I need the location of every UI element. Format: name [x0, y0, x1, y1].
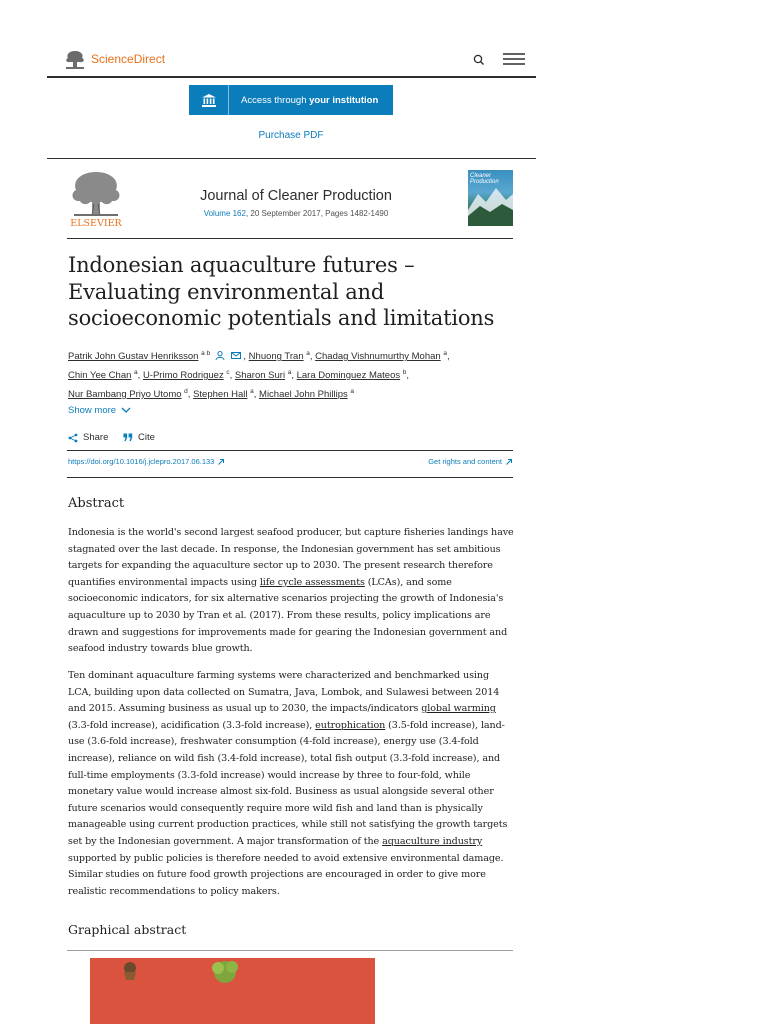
quote-icon	[123, 433, 133, 442]
show-more-button[interactable]: Show more	[68, 405, 131, 416]
divider	[67, 450, 513, 451]
divider	[67, 950, 513, 951]
eutrophication-link[interactable]: eutrophication	[315, 719, 386, 731]
author-link[interactable]: Nhuong Tran	[248, 351, 304, 362]
sciencedirect-logo[interactable]	[63, 48, 165, 70]
global-warming-link[interactable]: global warming	[421, 703, 496, 715]
abstract-paragraph-1: Indonesia is the world's second largest seafood producer, but capture fisheries landings have stagnated over the last decade. In response, the Indonesian government has set ambitious targets for expanding the aquaculture sector up to 2030. The present research therefore quantifies environmental impacts using life cycle assessments (LCAs), and some socioeconomic indicators, for six alternative scenarios projecting the growth of Indonesia's aquaculture up to 2030 by Tran et al. (2017). From these results, policy implications are drawn and suggestions for improvements made for gearing the Indonesian government and seafood industry towards blue growth.	[68, 527, 514, 655]
brand-name: ScienceDirect	[91, 52, 166, 66]
purchase-pdf-link[interactable]: Purchase PDF	[258, 130, 324, 141]
author-list: Patrik John Gustav Henriksson $^{a b}$ , Nhuong Tran $^a$, Chadag Vishnumurthy Mohan $^a$, Chin Yee Chan $^a$, U-Primo Rodriguez $^c$, Sharon Suri $^a$, Lara Dominguez Mateos $^b$, Nur Bambang Priyo Utomo $^d$, Stephen Hall $^a$, Michael John Phillips $^a$	[68, 350, 450, 400]
get-rights-link[interactable]: Get rights and content	[428, 457, 513, 466]
aquaculture-industry-link[interactable]: aquaculture industry	[382, 835, 483, 847]
top-navigation-bar	[47, 44, 536, 78]
journal-volume-info: Volume 162, 20 September 2017, Pages 1482-1490	[203, 209, 389, 218]
publisher-name: ELSEVIER	[70, 218, 122, 228]
hamburger-menu-icon[interactable]	[503, 53, 525, 65]
access-label: Access through your institution	[241, 94, 379, 106]
graphical-abstract-image[interactable]	[90, 958, 375, 1024]
divider	[47, 158, 536, 159]
divider	[67, 477, 513, 478]
article-title: Indonesian aquaculture futures – Evaluating environmental and socioeconomic potentials and limitations	[68, 253, 495, 330]
lca-link[interactable]: life cycle assessments	[259, 576, 365, 588]
author-link[interactable]: Lara Dominguez Mateos	[296, 370, 401, 381]
author-link[interactable]: Michael John Phillips	[259, 389, 348, 400]
author-link[interactable]: Nur Bambang Priyo Utomo	[68, 389, 182, 400]
institution-icon	[189, 85, 229, 115]
external-link-icon	[217, 458, 225, 466]
share-icon	[68, 433, 78, 443]
volume-link[interactable]: Volume 162	[203, 209, 246, 218]
journal-cover-image[interactable]	[468, 170, 513, 226]
chevron-down-icon	[121, 407, 131, 414]
share-button[interactable]: Share	[68, 432, 108, 443]
doi-link[interactable]: https://doi.org/10.1016/j.jclepro.2017.06.133	[68, 457, 225, 466]
email-icon[interactable]	[231, 351, 241, 360]
journal-title[interactable]: Journal of Cleaner Production	[200, 188, 392, 204]
author-link[interactable]: Patrik John Gustav Henriksson	[68, 351, 199, 362]
author-link[interactable]: Sharon Suri	[234, 370, 286, 381]
external-link-icon	[505, 458, 513, 466]
search-icon[interactable]	[472, 53, 486, 67]
graphical-abstract-heading: Graphical abstract	[68, 922, 187, 937]
access-through-institution-button[interactable]	[189, 85, 393, 115]
cover-title: Cleaner Production	[470, 173, 499, 185]
author-link[interactable]: Chin Yee Chan	[68, 370, 132, 381]
abstract-heading: Abstract	[68, 496, 125, 511]
author-link[interactable]: Stephen Hall	[193, 389, 248, 400]
author-link[interactable]: Chadag Vishnumurthy Mohan	[315, 351, 441, 362]
person-icon[interactable]	[215, 351, 225, 360]
abstract-paragraph-2: Ten dominant aquaculture farming systems were characterized and benchmarked using LCA, building upon data collected on Sumatra, Java, Lombok, and Sulawesi between 2014 and 2015. Assuming business as usual up to 2030, the impacts/indicators global warming (3.3-fold increase), acidification (3.3-fold increase), eutrophication (3.5-fold increase), land-use (3.6-fold increase), freshwater consumption (4-fold increase), energy use (3.4-fold increase), reliance on wild fish (3.4-fold increase), total fish output (3.3-fold increase), and full-time employments (3.3-fold increase) would increase by three to four-fold, while monetary value would increase almost six-fold. Business as usual alongside several other future scenarios would consequently require more wild fish and land than is physically manageable using current production practices, while still not satisfying the growth targets set by the Indonesian government. A major transformation of the aquaculture industry supported by public policies is therefore needed to avoid extensive environmental damage. Similar studies on future food growth projections are encouraged in order to give more realistic recommendations to policy makers.	[68, 670, 508, 897]
elsevier-tree-icon	[63, 48, 87, 70]
divider	[67, 238, 513, 239]
cite-button[interactable]: Cite	[123, 432, 155, 443]
elsevier-logo[interactable]	[68, 170, 124, 228]
author-link[interactable]: U-Primo Rodriguez	[142, 370, 224, 381]
